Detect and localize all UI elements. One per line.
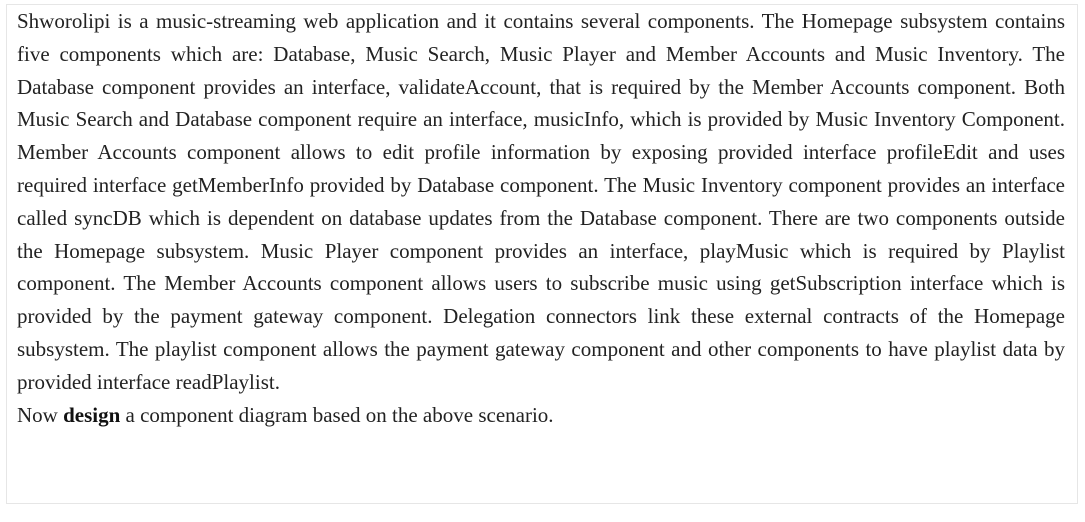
prompt-lead-text: Now bbox=[17, 402, 64, 427]
prompt-emphasis: design bbox=[63, 402, 121, 427]
prompt-trailing-text: a component diagram based on the above scenario. bbox=[120, 402, 554, 427]
task-prompt bbox=[17, 399, 1065, 432]
question-card bbox=[6, 4, 1078, 504]
scenario-paragraph: Shworolipi is a music-streaming web application and it contains several components. The Homepage subsystem contains five components which are: Database, Music Search, Music Player and Member Accounts and Music Inventory. The Database component provides an interface, validateAccount, that is required by the Member Accounts component. Both Music Search and Database component require an interface, musicInfo, which is provided by Music Inventory Component. Member Accounts component allows to edit profile information by exposing provided interface profileEdit and uses required interface getMemberInfo provided by Database component. The Music Inventory component provides an interface called syncDB which is dependent on database updates from the Database component. There are two components outside the Homepage subsystem. Music Player component provides an interface, playMusic which is required by Playlist component. The Member Accounts component allows users to subscribe music using getSubscription interface which is provided by the payment gateway component. Delegation connectors link these external contracts of the Homepage subsystem. The playlist component allows the payment gateway component and other components to have playlist data by provided interface readPlaylist. bbox=[17, 9, 1065, 394]
